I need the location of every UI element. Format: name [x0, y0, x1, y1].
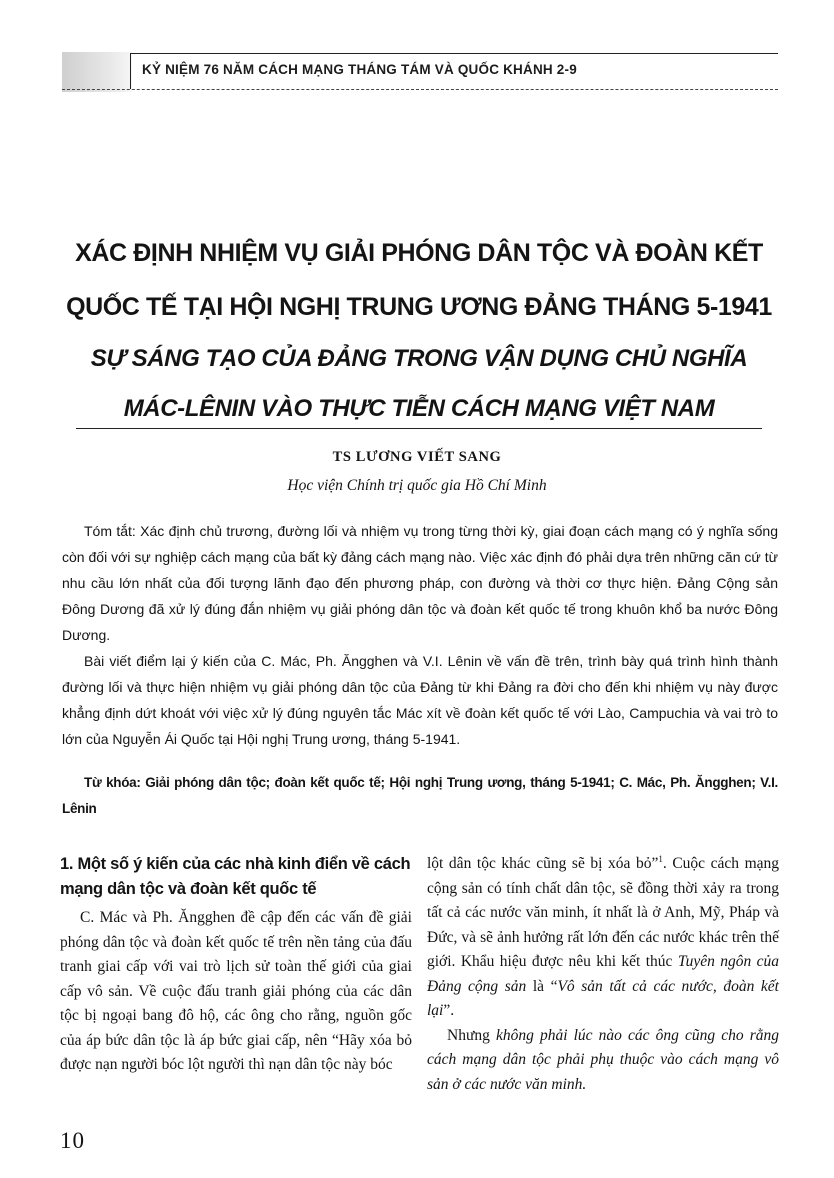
- left-column: [60, 852, 412, 1078]
- subtitle-line-1: SỰ SÁNG TẠO CỦA ĐẢNG TRONG VẬN DỤNG CHỦ NGHĨA: [90, 345, 748, 372]
- title-rule: [76, 428, 762, 429]
- slogan: Vô sản tất cả các nước, đoàn kết lại: [427, 977, 779, 1019]
- para-text-mid: là “: [526, 977, 558, 995]
- work-title: Tuyên ngôn của Đảng cộng sản: [427, 953, 780, 995]
- abstract-paragraph-2: Bài viết điểm lại ý kiến của C. Mác, Ph. Ăngghen và V.I. Lênin về vấn đề trên, trình bày quá trình hình thành đường lối và thực hiện nhiệm vụ giải phóng dân tộc của Đảng từ khi Đảng ra đời cho đến khi nhiệm vụ này được khẳng định dứt khoát với việc xử lý đúng nguyên tắc Mác xít về đoàn kết quốc tế với Lào, Campuchia và vai trò to lớn của Nguyễn Ái Quốc tại Hội nghị Trung ương, tháng 5-1941.: [62, 653, 778, 747]
- para-text-italic: không phải lúc nào các ông cũng cho rằng cách mạng dân tộc phải phụ thuộc vào cách mạng vô sản ở các nước văn minh.: [427, 1026, 779, 1093]
- header-top-rule: [130, 53, 778, 54]
- para-text-start: Nhưng: [447, 1026, 496, 1044]
- author-name: TS LƯƠNG VIẾT SANG: [332, 449, 502, 465]
- title-line-2: QUỐC TẾ TẠI HỘI NGHỊ TRUNG ƯƠNG ĐẢNG THÁNG 5-1941: [66, 293, 772, 321]
- keywords: Từ khóa: Giải phóng dân tộc; đoàn kết quốc tế; Hội nghị Trung ương, tháng 5-1941; C. Mác, Ph. Ăngghen; V.I. Lênin: [62, 775, 778, 816]
- author-affiliation: Học viện Chính trị quốc gia Hồ Chí Minh: [287, 477, 547, 494]
- running-header: KỶ NIỆM 76 NĂM CÁCH MẠNG THÁNG TÁM VÀ QUỐC KHÁNH 2-9: [142, 62, 577, 77]
- right-column: [427, 852, 779, 1097]
- article-title-block: [60, 226, 778, 434]
- para-text-cont: . Cuộc cách mạng cộng sản có tính chất dân tộc, sẽ đồng thời xảy ra trong tất cả các nước văn minh, ít nhất là ở Anh, Mỹ, Pháp và Đức, và sẽ ảnh hưởng rất lớn đến các nước khác trên thế giới. Khẩu hiệu được nêu khi kết thúc: [427, 855, 780, 970]
- header-grey-tab: [62, 52, 132, 92]
- section-heading: 1. Một số ý kiến của các nhà kinh điển về cách mạng dân tộc và đoàn kết quốc tế: [60, 855, 411, 898]
- body-paragraph-right-1: [427, 852, 779, 1024]
- para-text: lột dân tộc khác cũng sẽ bị xóa bỏ”: [427, 855, 659, 872]
- body-paragraph-left: C. Mác và Ph. Ăngghen đề cập đến các vấn đề giải phóng dân tộc và đoàn kết quốc tế trên nền tảng của đấu tranh giai cấp với vai trò lịch sử toàn thế giới của giai cấp vô sản. Về cuộc đấu tranh giải phóng của các dân tộc bị ngoại bang đô hộ, các ông cho rằng, nguồn gốc của áp bức dân tộc là áp bức giai cấp, nên “Hãy xóa bỏ được nạn người bóc lột người thì nạn dân tộc này bóc: [60, 909, 412, 1073]
- page-number: 10: [60, 1128, 85, 1153]
- body-paragraph-right-2: [427, 1024, 779, 1098]
- title-line-1: XÁC ĐỊNH NHIỆM VỤ GIẢI PHÓNG DÂN TỘC VÀ ĐOÀN KẾT: [75, 239, 763, 267]
- abstract-paragraph-1: Tóm tắt: Xác định chủ trương, đường lối và nhiệm vụ trong từng thời kỳ, giai đoạn cách mạng có ý nghĩa sống còn đối với sự nghiệp cách mạng của bất kỳ đảng cách mạng nào. Việc xác định đó phải dựa trên những căn cứ từ nhu cầu lớn nhất của đối tượng lãnh đạo đến phương pháp, con đường và thời cơ thực hiện. Đảng Cộng sản Đông Dương đã xử lý đúng đắn nhiệm vụ giải phóng dân tộc và đoàn kết quốc tế trong khuôn khổ ba nước Đông Dương.: [62, 523, 778, 643]
- header-bottom-rule: [62, 89, 778, 90]
- subtitle-line-2: MÁC-LÊNIN VÀO THỰC TIỄN CÁCH MẠNG VIỆT NAM: [123, 395, 715, 422]
- header-vertical-rule: [130, 53, 131, 89]
- footnote-ref: 1: [658, 853, 663, 864]
- para-text-end: ”.: [443, 1002, 455, 1019]
